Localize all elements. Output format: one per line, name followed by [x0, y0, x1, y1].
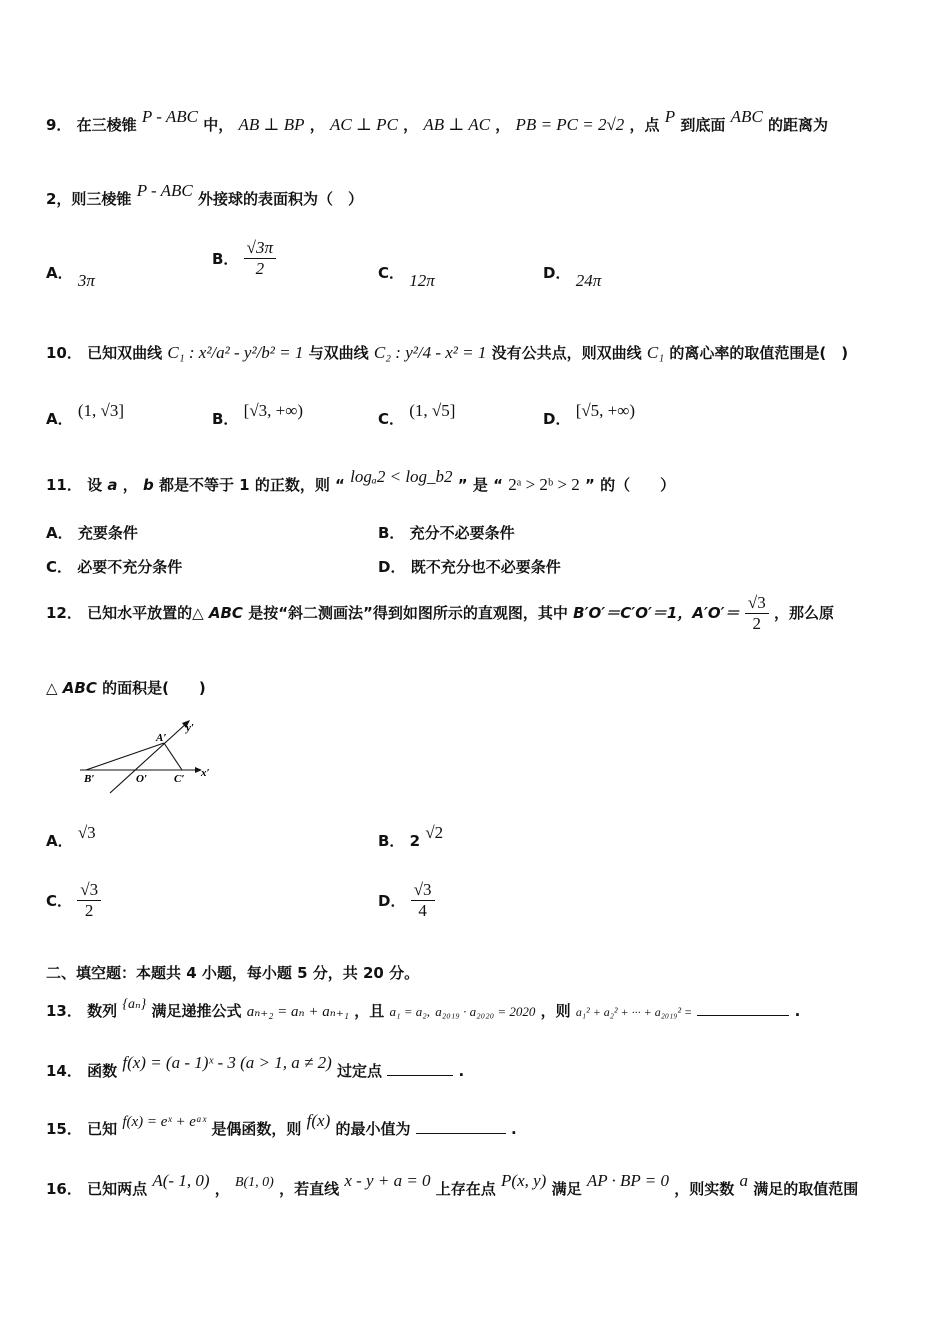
option-label: B．	[212, 410, 239, 428]
option-value: √2	[425, 823, 444, 842]
option-a[interactable]	[46, 522, 138, 543]
numerator: √3	[745, 593, 769, 614]
math-expression: f(x) = (a - 1)ˣ - 3 (a > 1, a ≠ 2)	[122, 1053, 332, 1072]
q15-line-1	[46, 1111, 517, 1139]
option-label: B．	[378, 832, 405, 850]
text: ” 的（ ）	[585, 476, 676, 494]
math-expression: ABC	[62, 679, 97, 697]
text: ，若直线	[279, 1180, 340, 1198]
math-expression: P - ABC	[141, 107, 198, 126]
math-expression: f(x) = eˣ + eᵃˣ	[122, 1114, 207, 1130]
text: 外接球的表面积为（ ）	[197, 190, 363, 208]
option-value: (1, √5]	[409, 401, 456, 420]
answer-blank[interactable]	[697, 1001, 789, 1016]
math-expression: AP · BP = 0	[586, 1171, 669, 1190]
text: 满足递推公式	[151, 1002, 242, 1020]
answer-blank[interactable]	[387, 1061, 453, 1076]
math-expression: a₁ = a₂,	[389, 1004, 431, 1019]
option-value: 充分不必要条件	[409, 524, 515, 542]
q14-line-1	[46, 1053, 465, 1081]
option-label: D．	[543, 264, 571, 282]
option-label: D．	[378, 558, 406, 576]
text: ，则	[540, 1002, 571, 1020]
text: 满足的取值范围	[753, 1180, 859, 1198]
option-d[interactable]	[378, 556, 561, 577]
math-expression: AB ⊥ AC	[423, 115, 491, 134]
text: 是偶函数，则	[211, 1120, 302, 1138]
text: 到底面	[680, 116, 726, 134]
text: ，点	[629, 116, 660, 134]
text: 在三棱锥	[76, 116, 137, 134]
label-c: C′	[174, 773, 185, 785]
text: ，	[495, 116, 511, 134]
option-b[interactable]	[212, 238, 276, 279]
segment-ba	[86, 743, 164, 770]
label-o: O′	[136, 773, 148, 785]
math-expression: logₐ2 < log_b2	[350, 467, 453, 486]
option-a[interactable]	[46, 401, 124, 429]
option-c[interactable]	[46, 556, 182, 577]
math-expression: 2ᵃ > 2ᵇ > 2	[508, 475, 580, 494]
variable: a	[107, 476, 118, 494]
denominator: 2	[255, 259, 265, 278]
text: 已知双曲线	[87, 344, 163, 362]
option-b[interactable]	[378, 522, 515, 543]
heading-text: 二、填空题：本题共 4 小题，每小题 5 分，共 20 分。	[46, 964, 420, 982]
q11-line-1	[46, 467, 676, 495]
question-number: 9．	[46, 116, 72, 134]
option-value: 既不充分也不必要条件	[410, 558, 561, 576]
question-number: 12．	[46, 604, 82, 622]
text: 的面积是( )	[102, 679, 206, 697]
option-value: [√3, +∞)	[243, 401, 304, 420]
text: 都是不等于 1 的正数，则 “	[158, 476, 345, 494]
option-label: C．	[378, 410, 405, 428]
numerator: √3π	[244, 238, 276, 259]
q10-line-1	[46, 342, 848, 363]
option-b[interactable]	[212, 401, 304, 429]
math-expression: f(x)	[306, 1111, 331, 1130]
option-label: D．	[543, 410, 571, 428]
math-expression: x - y + a = 0	[344, 1171, 431, 1190]
text: 与双曲线	[308, 344, 369, 362]
option-label: A．	[46, 410, 73, 428]
fraction	[77, 880, 101, 921]
label-y: y′	[186, 722, 194, 734]
text: ，则实数	[674, 1180, 735, 1198]
math-expression: C₁	[646, 343, 665, 362]
question-number: 14．	[46, 1062, 82, 1080]
text: 上存在点	[435, 1180, 496, 1198]
math-expression: B(1, 0)	[234, 1175, 274, 1190]
text: 过定点	[336, 1062, 382, 1080]
math-expression: P - ABC	[136, 181, 193, 200]
math-expression: P(x, y)	[501, 1171, 547, 1190]
question-number: 16．	[46, 1180, 82, 1198]
text: ，	[122, 476, 138, 494]
option-value: 必要不充分条件	[77, 558, 183, 576]
option-value: 3π	[77, 271, 95, 290]
fraction	[244, 238, 276, 279]
text: 已知	[87, 1120, 118, 1138]
math-expression: a₁² + a₂² + ··· + a₂₀₁₉² =	[575, 1005, 693, 1019]
q13-line-1	[46, 997, 801, 1021]
q9-line-2	[46, 181, 363, 209]
option-a[interactable]	[46, 262, 95, 290]
text: 2，则三棱锥	[46, 190, 132, 208]
math-expression: aₙ₊₂ = aₙ + aₙ₊₁	[246, 1004, 349, 1020]
text: 是按“斜二测画法”得到如图所示的直观图，其中	[248, 604, 568, 622]
option-value: 24π	[575, 271, 602, 290]
option-c[interactable]	[378, 262, 435, 290]
section-heading	[46, 962, 419, 983]
option-label: A．	[46, 524, 73, 542]
option-value: 12π	[409, 271, 435, 290]
question-number: 10．	[46, 344, 82, 362]
text: 没有公共点，则双曲线	[491, 344, 642, 362]
text: 已知两点	[87, 1180, 148, 1198]
text: 的最小值为	[335, 1120, 411, 1138]
math-expression: AB ⊥ BP	[238, 115, 305, 134]
text: ” 是 “	[457, 476, 503, 494]
option-label: D．	[378, 892, 406, 910]
variable: b	[142, 476, 154, 494]
text: 中，	[203, 116, 234, 134]
text: 已知水平放置的△	[87, 604, 204, 622]
q12-line-1	[46, 593, 834, 634]
option-d[interactable]	[543, 401, 636, 429]
text: ，	[214, 1180, 230, 1198]
numerator: √3	[77, 880, 101, 901]
math-expression: P	[664, 107, 676, 126]
option-prefix: 2	[409, 832, 421, 850]
option-label: C．	[46, 892, 73, 910]
math-expression: ABC	[208, 604, 243, 622]
text: 数列	[87, 1002, 118, 1020]
math-expression: ABC	[730, 107, 763, 126]
text: 函数	[87, 1062, 118, 1080]
math-expression: C₁ : x²/a² - y²/b² = 1	[167, 343, 304, 362]
math-expression: A(- 1, 0)	[152, 1171, 210, 1190]
option-value: (1, √3]	[77, 401, 124, 420]
option-label: B．	[212, 250, 239, 268]
fraction	[745, 593, 769, 634]
option-c[interactable]	[46, 880, 101, 921]
option-b[interactable]	[378, 823, 444, 851]
option-label: C．	[46, 558, 73, 576]
text: .	[458, 1062, 465, 1080]
text: .	[510, 1120, 517, 1138]
oblique-figure	[78, 718, 218, 798]
label-b: B′	[84, 773, 95, 785]
label-a: A′	[156, 732, 167, 744]
option-d[interactable]	[378, 880, 435, 921]
option-a[interactable]	[46, 823, 96, 851]
q12-line-2	[46, 677, 206, 698]
question-number: 13．	[46, 1002, 82, 1020]
option-value: [√5, +∞)	[575, 401, 636, 420]
q16-line-1	[46, 1171, 859, 1199]
answer-blank[interactable]	[416, 1119, 506, 1134]
math-expression: {aₙ}	[122, 997, 147, 1012]
option-value: √3	[77, 823, 96, 842]
denominator: 4	[418, 901, 427, 920]
question-number: 11．	[46, 476, 82, 494]
numerator: √3	[411, 880, 435, 901]
math-expression: AC ⊥ PC	[329, 115, 398, 134]
text: △	[46, 679, 58, 697]
option-label: A．	[46, 264, 73, 282]
denominator: 2	[84, 901, 94, 920]
text: ，	[309, 116, 325, 134]
text: 设	[87, 476, 103, 494]
q9-line-1	[46, 107, 829, 135]
text: 的离心率的取值范围是( )	[669, 344, 849, 362]
option-label: B．	[378, 524, 405, 542]
fraction	[411, 880, 435, 921]
option-c[interactable]	[378, 401, 456, 429]
text: ，	[403, 116, 419, 134]
text: 满足	[551, 1180, 582, 1198]
option-label: A．	[46, 832, 73, 850]
math-expression: a	[739, 1171, 748, 1190]
option-value: 充要条件	[77, 524, 138, 542]
denominator: 2	[752, 614, 762, 633]
text: ，那么原	[773, 604, 834, 622]
option-label: C．	[378, 264, 405, 282]
math-expression: PB = PC = 2√2	[515, 115, 625, 134]
text: 的距离为	[768, 116, 829, 134]
math-expression: a₂₀₁₉ · a₂₀₂₀ = 2020	[435, 1004, 536, 1019]
text: ，且	[354, 1002, 385, 1020]
segment-ca	[164, 743, 182, 770]
math-expression: B′O′＝C′O′＝1，A′O′＝	[573, 604, 740, 622]
math-expression: C₂ : y²/4 - x² = 1	[373, 343, 487, 362]
text: .	[794, 1002, 801, 1020]
question-number: 15．	[46, 1120, 82, 1138]
label-x: x′	[201, 767, 210, 779]
option-d[interactable]	[543, 262, 602, 290]
